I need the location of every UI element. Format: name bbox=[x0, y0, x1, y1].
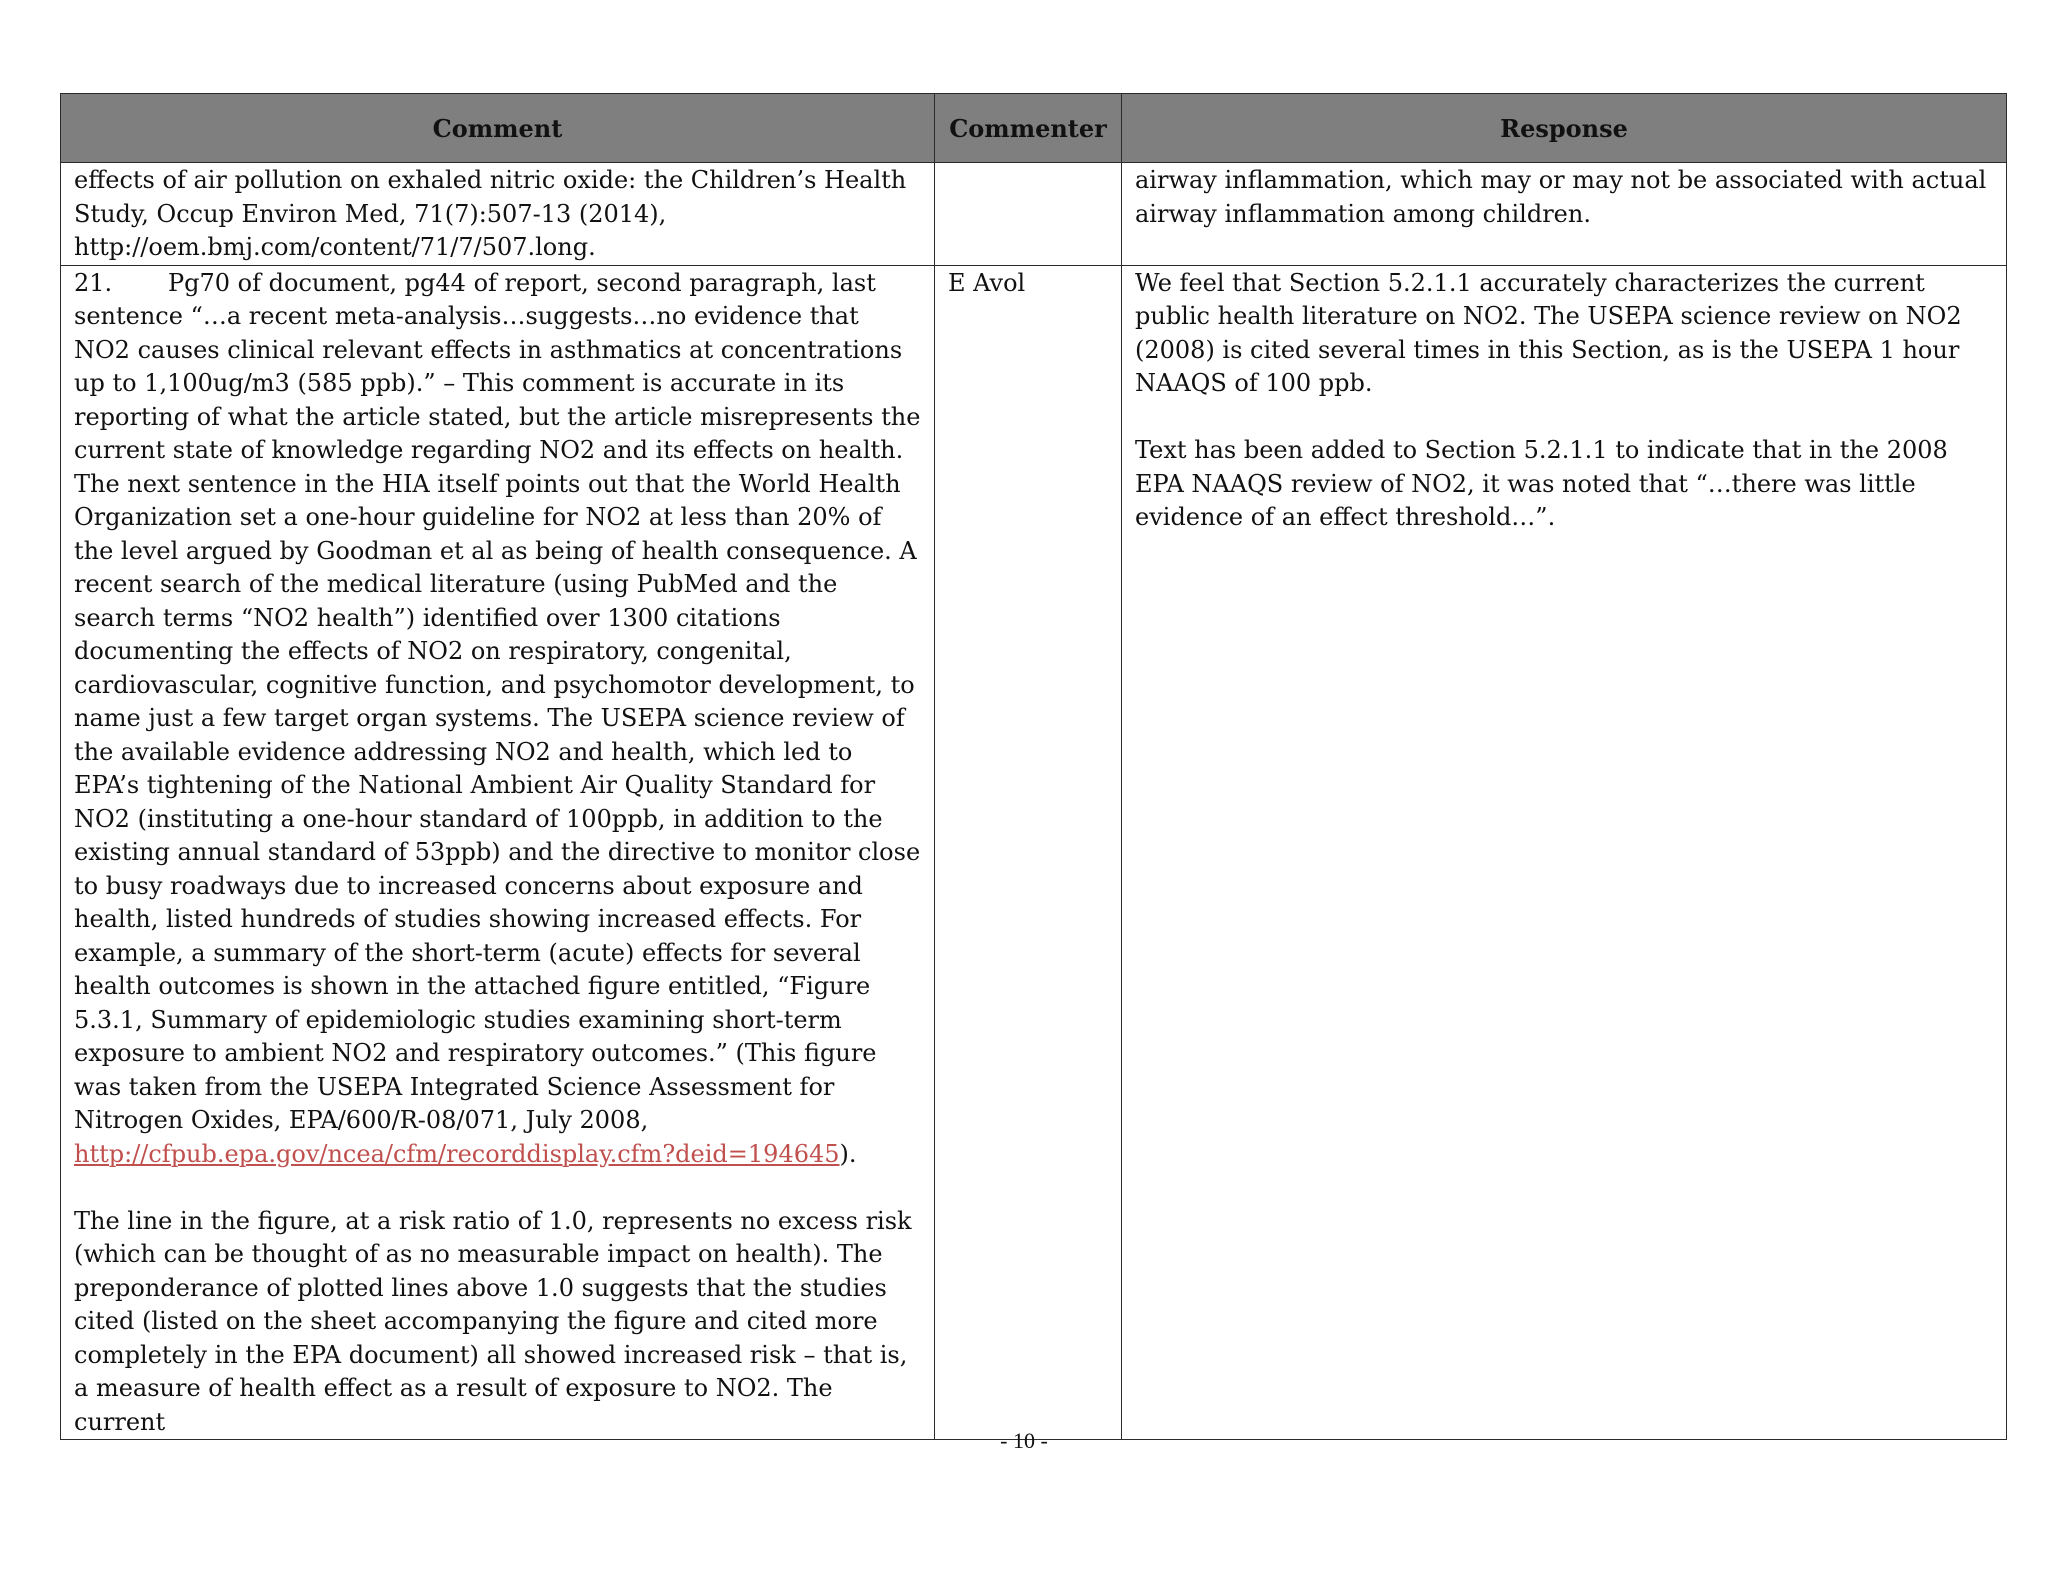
commenter-name: E Avol bbox=[948, 268, 1026, 297]
header-response: Response bbox=[1122, 94, 2007, 163]
header-comment: Comment bbox=[61, 94, 935, 163]
comment-number: 21. bbox=[74, 268, 113, 297]
table-header-row bbox=[61, 94, 2007, 163]
comment-link-after: ). bbox=[839, 1139, 857, 1168]
page-number: - 10 - bbox=[1000, 1428, 1048, 1453]
epa-record-link[interactable]: http://cfpub.epa.gov/ncea/cfm/recorddisplay.cfm?deid=194645 bbox=[74, 1139, 840, 1168]
row-21-comment-paragraph-2: The line in the figure, at a risk ratio of 1.0, represents no excess risk (which can be thought of as no measurable impact on health). The preponderance of plotted lines above 1.0 suggests that the studies cited (listed on the sheet accompanying the figure and cited more completely in the EPA document) all showed increased risk – that is, a measure of health effect as a result of exposure to NO2. The current bbox=[74, 1206, 912, 1436]
continued-comment-cell bbox=[61, 163, 935, 266]
comment-text-1: Pg70 of document, pg44 of report, second paragraph, last sentence “…a recent meta-analysis…suggests…no evidence that NO2 causes clinical relevant effects in asthmatics at concentrations up to 1,100ug/m3 (585 ppb).” – This comment is accurate in its reporting of what the article stated, but the article misrepresents the current state of knowledge regarding NO2 and its effects on health. The next sentence in the HIA itself points out that the World Health Organization set a one-hour guideline for NO2 at less than 20% of the level argued by Goodman et al as being of health consequence. A recent search of the medical literature (using PubMed and the search terms “NO2 health”) identified over 1300 citations documenting the effects of NO2 on respiratory, congenital, cardiovascular, cognitive function, and psychomotor development, to name just a few target organ systems. The USEPA science review of the available evidence addressing NO2 and health, which led to EPA’s tightening of the National Ambient Air Quality Standard for NO2 (instituting a one-hour standard of 100ppb, in addition to the existing annual standard of 53ppb) and the directive to monitor close to busy roadways due to increased concerns about exposure and health, listed hundreds of studies showing increased effects. For example, a summary of the short-term (acute) effects for several health outcomes is shown in the attached figure entitled, “Figure 5.3.1, Summary of epidemiologic studies examining short-term exposure to ambient NO2 and respiratory outcomes.” (This figure was taken from the USEPA Integrated Science Assessment for Nitrogen Oxides, EPA/600/R-08/071, July 2008, bbox=[74, 268, 921, 1134]
table-row-21 bbox=[61, 265, 2007, 1440]
row-21-commenter-cell bbox=[935, 265, 1122, 1440]
continued-response-text: airway inflammation, which may or may not be associated with actual airway inflammation among children. bbox=[1135, 166, 1987, 228]
row-21-comment-paragraph-1 bbox=[74, 267, 922, 1172]
row-21-response-paragraph-1: We feel that Section 5.2.1.1 accurately characterizes the current public health literature on NO2. The USEPA science review on NO2 (2008) is cited several times in this Section, as is the USEPA 1 hour NAAQS of 100 ppb. bbox=[1135, 268, 1962, 397]
comment-response-table bbox=[60, 93, 2007, 1440]
table-row-continued bbox=[61, 163, 2007, 266]
header-commenter: Commenter bbox=[935, 94, 1122, 163]
continued-response-cell bbox=[1122, 163, 2007, 266]
row-21-comment-cell bbox=[61, 265, 935, 1440]
row-21-response-paragraph-2: Text has been added to Section 5.2.1.1 to indicate that in the 2008 EPA NAAQS review of NO2, it was noted that “…there was little evidence of an effect threshold…”. bbox=[1135, 436, 1948, 531]
continued-commenter-cell bbox=[935, 163, 1122, 266]
row-21-response-cell bbox=[1122, 265, 2007, 1440]
continued-comment-text: effects of air pollution on exhaled nitric oxide: the Children’s Health Study, Occup Environ Med, 71(7):507-13 (2014), http://oem.bmj.com/content/71/7/507.long. bbox=[74, 166, 907, 261]
